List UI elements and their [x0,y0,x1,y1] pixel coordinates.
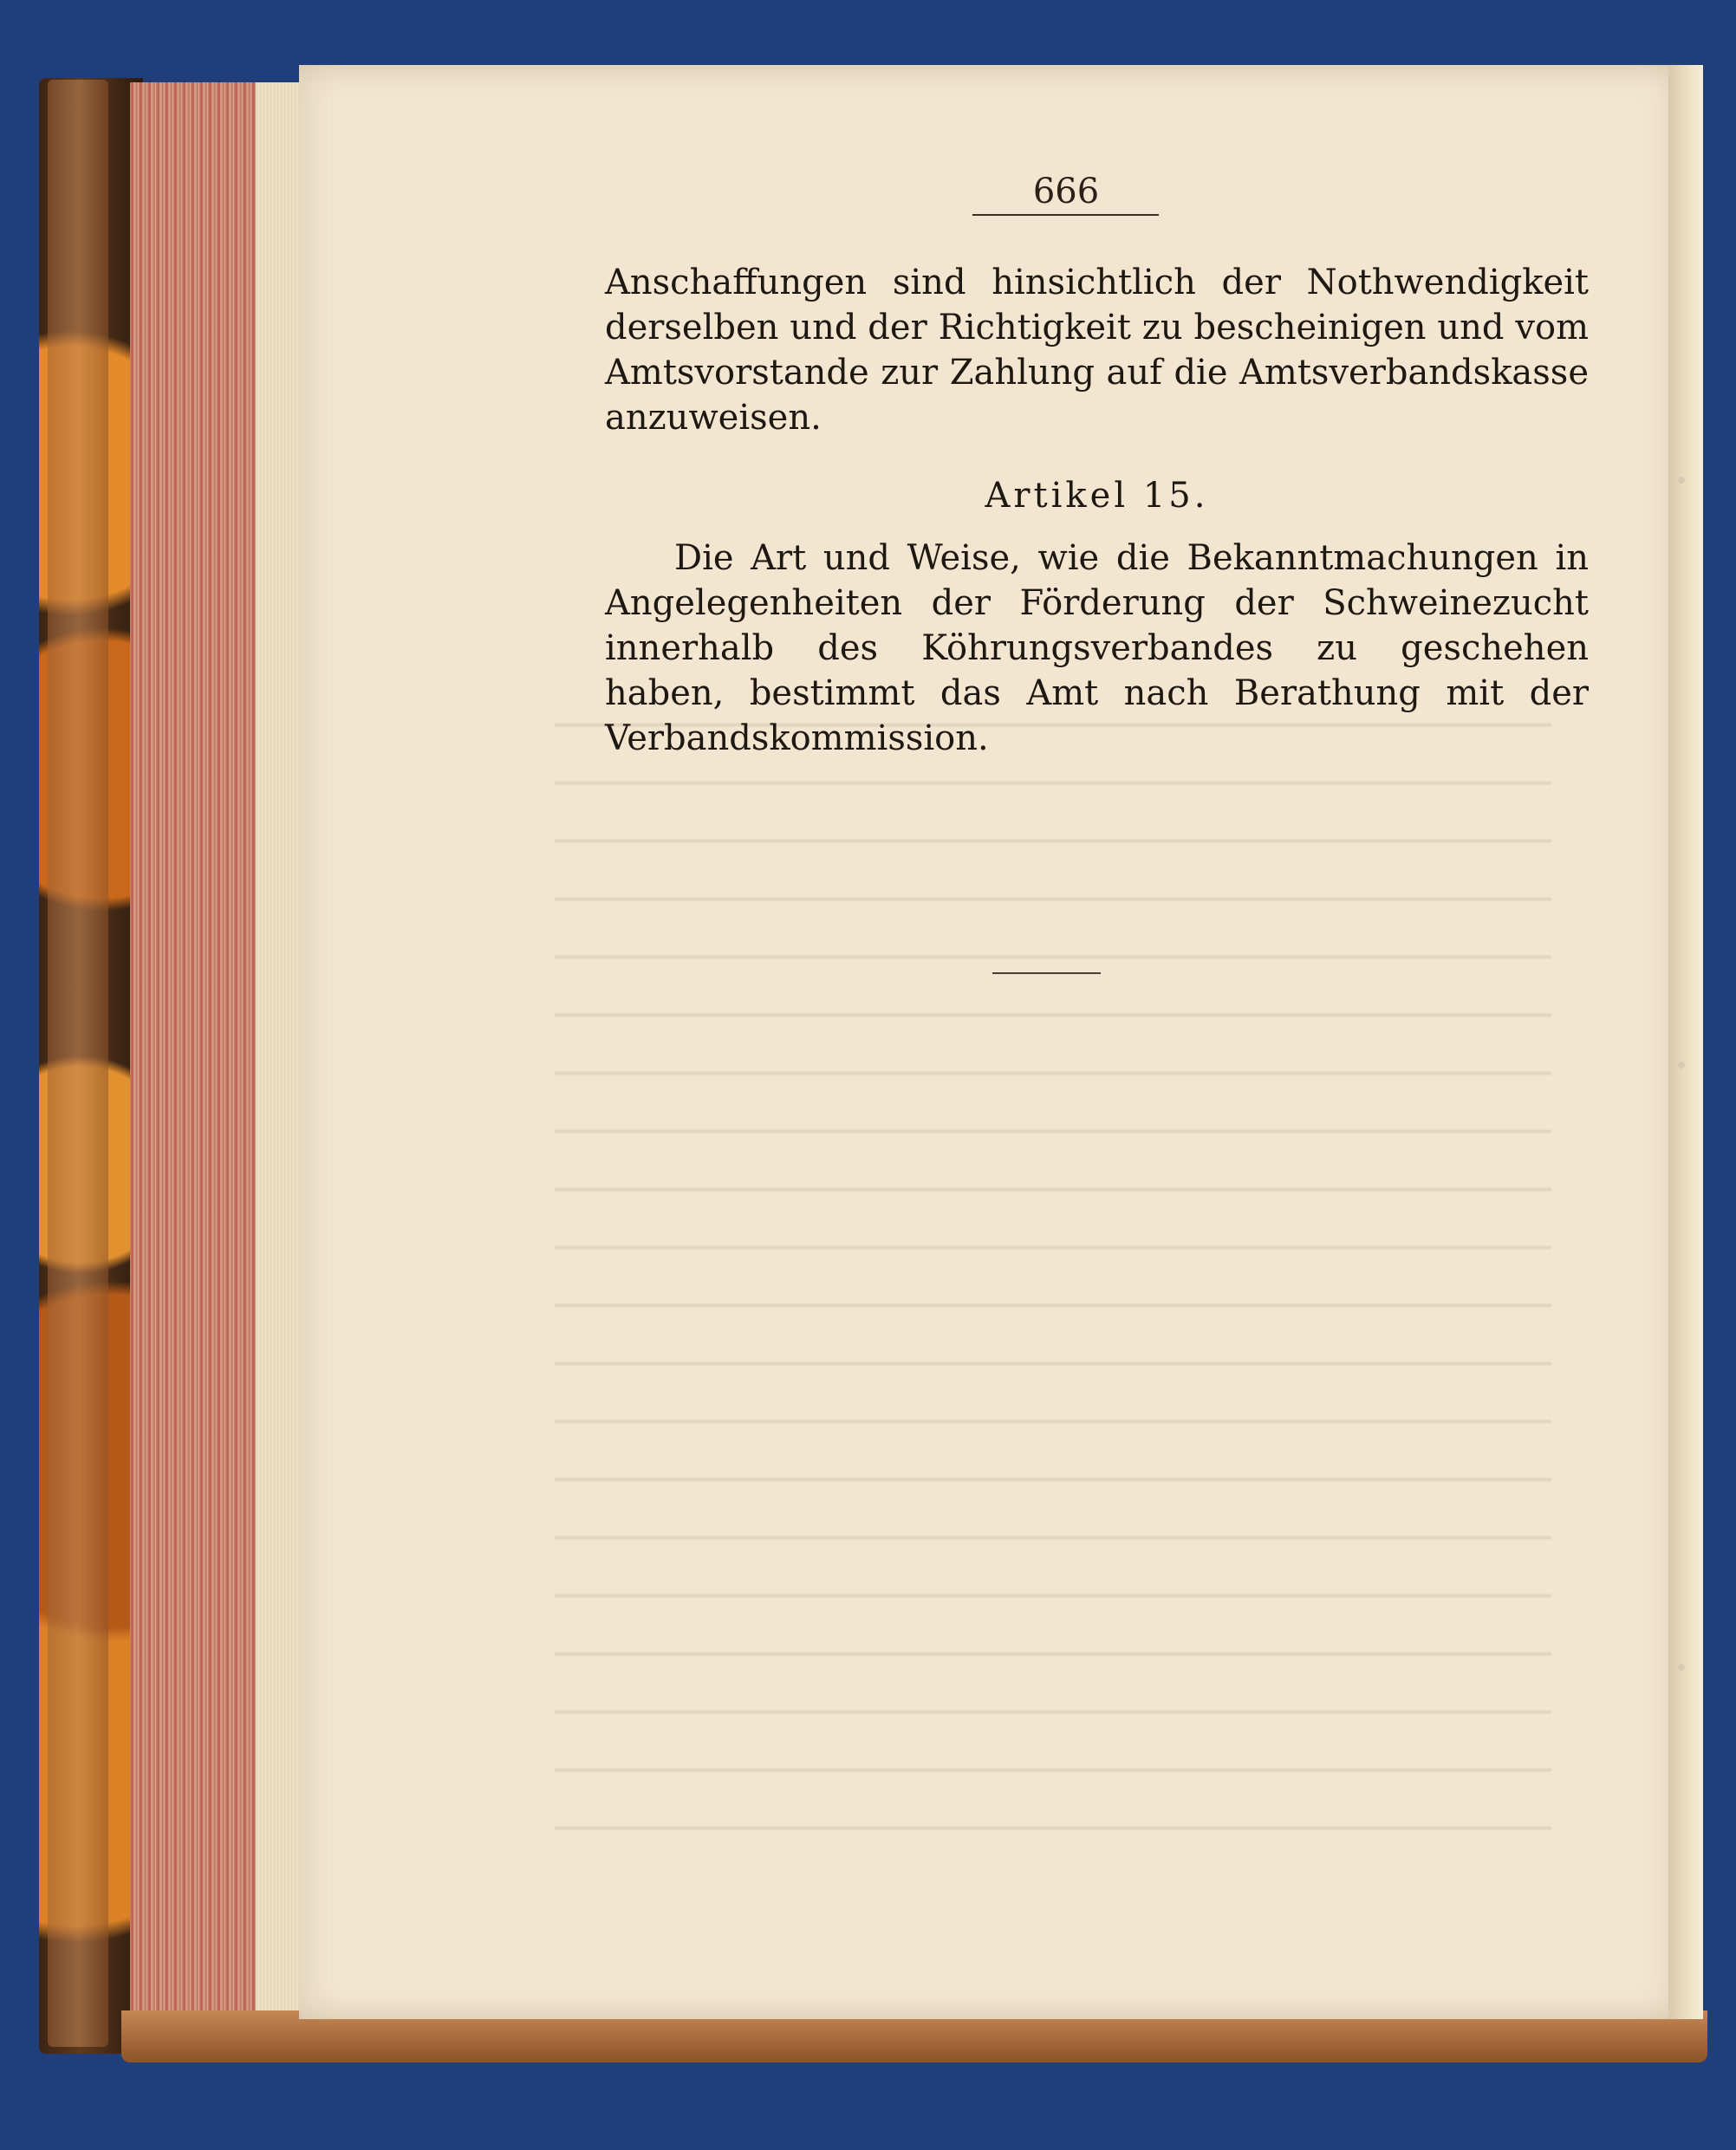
binding-stitch [1678,477,1685,484]
show-through-text [555,693,1551,1854]
binding-stitch [1678,1664,1685,1671]
paragraph-continuation: Anschaffungen sind hinsichtlich der Nothwendigkeit derselben und der Richtigkeit zu bescheinigen und vom Amtsvorstande zur Zahlung auf die Amtsverbandskasse anzuweisen. [605,263,1589,438]
leather-binding [48,80,108,2047]
binding-stitch [1678,1062,1685,1069]
article-heading: Artikel 15. [985,476,1209,516]
end-rule [992,972,1101,974]
text-block [605,260,1589,761]
article-paragraph: Die Art und Weise, wie die Bekanntmachungen in Angelegenheiten der Förderung der Schweinezucht innerhalb des Köhrungsverbandes zu geschehen haben, bestimmt das Amt nach Berathung mit der Verbandskommission. [605,538,1589,758]
header-rule [972,214,1159,216]
page-number: 666 [1032,172,1100,211]
page-gutter [1668,65,1703,2019]
